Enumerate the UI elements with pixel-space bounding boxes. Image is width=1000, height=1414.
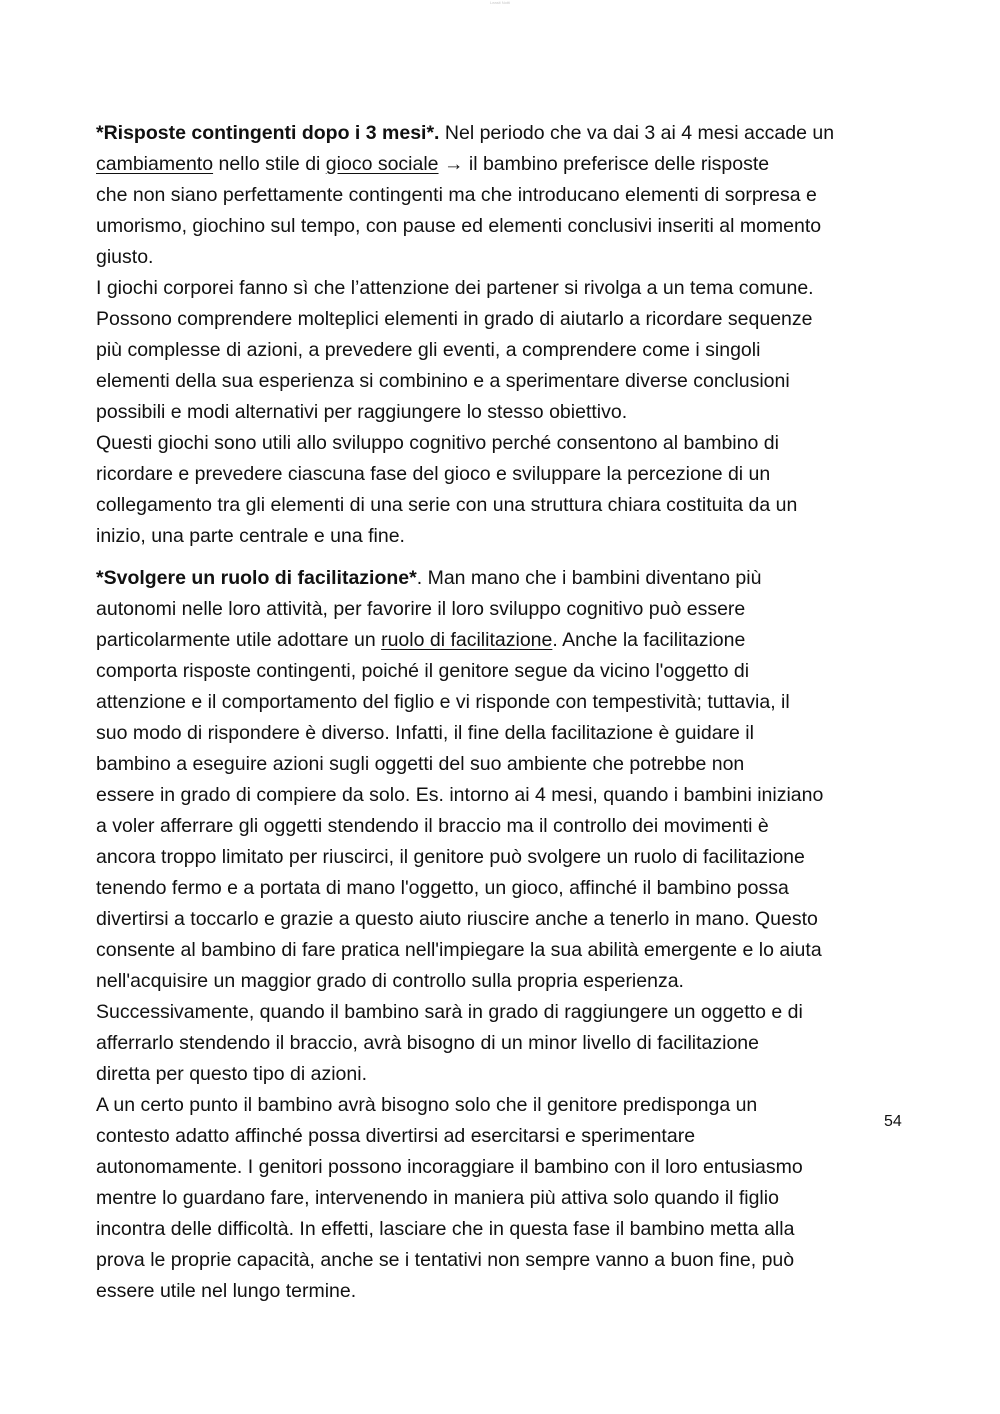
text-span: Nel periodo che va dai 3 ai 4 mesi accade un xyxy=(439,122,835,144)
text-line: incontra delle difficoltà. In effetti, lasciare che in questa fase il bambino metta alla xyxy=(96,1218,795,1240)
text-line: ricordare e prevedere ciascuna fase del gioco e sviluppare la percezione di un xyxy=(96,463,771,485)
text-line: a voler afferrare gli oggetti stendendo il braccio ma il controllo dei movimenti è xyxy=(96,815,769,837)
text-span: nello stile di xyxy=(213,153,326,175)
text-line: che non siano perfettamente contingenti ma che introducano elementi di sorpresa e xyxy=(96,184,817,206)
text-line: consente al bambino di fare pratica nell'impiegare la sua abilità emergente e lo aiuta xyxy=(96,939,822,961)
paragraph-spacer xyxy=(96,552,908,563)
text-line xyxy=(96,563,908,594)
text-line xyxy=(96,118,908,149)
text-line: giusto. xyxy=(96,246,154,268)
text-span: il bambino preferisce delle risposte xyxy=(468,153,770,175)
text-line xyxy=(96,625,908,656)
text-line: divertirsi a toccarlo e grazie a questo aiuto riuscire anche a tenerlo in mano. Questo xyxy=(96,908,818,930)
text-span: particolarmente utile adottare un xyxy=(96,629,382,651)
arrow-icon: → xyxy=(438,153,469,175)
text-line: A un certo punto il bambino avrà bisogno solo che il genitore predisponga un xyxy=(96,1094,758,1116)
text-line: contesto adatto affinché possa divertirsi ad esercitarsi e sperimentare xyxy=(96,1125,696,1147)
paragraph-ruolo-facilitazione xyxy=(96,563,908,1307)
text-line: ancora troppo limitato per riuscirci, il genitore può svolgere un ruolo di facilitazione xyxy=(96,846,805,868)
text-line: essere in grado di compiere da solo. Es. intorno ai 4 mesi, quando i bambini iniziano xyxy=(96,784,824,806)
text-line: suo modo di rispondere è diverso. Infatti, il fine della facilitazione è guidare il xyxy=(96,722,754,744)
text-line: I giochi corporei fanno sì che l’attenzione dei partener si rivolga a un tema comune. xyxy=(96,277,814,299)
underlined-term: ruolo di facilitazione xyxy=(381,629,553,651)
text-line: bambino a eseguire azioni sugli oggetti del suo ambiente che potrebbe non xyxy=(96,753,745,775)
watermark-text: Leasit Notti xyxy=(489,0,510,5)
text-line: essere utile nel lungo termine. xyxy=(96,1280,357,1302)
text-line: inizio, una parte centrale e una fine. xyxy=(96,525,405,547)
document-body xyxy=(96,118,908,1307)
text-span: . Anche la facilitazione xyxy=(552,629,746,651)
text-line: umorismo, giochino sul tempo, con pause ed elementi conclusivi inseriti al momento xyxy=(96,215,822,237)
text-line: autonomi nelle loro attività, per favorire il loro sviluppo cognitivo può essere xyxy=(96,598,746,620)
text-line: attenzione e il comportamento del figlio e vi risponde con tempestività; tuttavia, il xyxy=(96,691,790,713)
underlined-term: cambiamento xyxy=(96,153,214,175)
text-line: mentre lo guardano fare, intervenendo in maniera più attiva solo quando il figlio xyxy=(96,1187,779,1209)
text-line: prova le proprie capacità, anche se i tentativi non sempre vanno a buon fine, può xyxy=(96,1249,795,1271)
underlined-term: gioco sociale xyxy=(325,153,439,175)
text-line: tenendo fermo e a portata di mano l'oggetto, un gioco, affinché il bambino possa xyxy=(96,877,789,899)
text-line: Questi giochi sono utili allo sviluppo cognitivo perché consentono al bambino di xyxy=(96,432,779,454)
text-line: Successivamente, quando il bambino sarà in grado di raggiungere un oggetto e di xyxy=(96,1001,803,1023)
text-line: collegamento tra gli elementi di una serie con una struttura chiara costituita da un xyxy=(96,494,798,516)
section-heading: *Risposte contingenti dopo i 3 mesi*. xyxy=(96,122,440,144)
text-line: Possono comprendere molteplici elementi in grado di aiutarlo a ricordare sequenze xyxy=(96,308,813,330)
text-line: nell'acquisire un maggior grado di controllo sulla propria esperienza. xyxy=(96,970,684,992)
text-line: afferrarlo stendendo il braccio, avrà bisogno di un minor livello di facilitazione xyxy=(96,1032,759,1054)
text-line: autonomamente. I genitori possono incoraggiare il bambino con il loro entusiasmo xyxy=(96,1156,803,1178)
text-line: possibili e modi alternativi per raggiungere lo stesso obiettivo. xyxy=(96,401,628,423)
text-line: elementi della sua esperienza si combinino e a sperimentare diverse conclusioni xyxy=(96,370,790,392)
text-line: diretta per questo tipo di azioni. xyxy=(96,1063,368,1085)
text-line: più complesse di azioni, a prevedere gli eventi, a comprendere come i singoli xyxy=(96,339,761,361)
section-heading: *Svolgere un ruolo di facilitazione* xyxy=(96,567,417,589)
text-span: . Man mano che i bambini diventano più xyxy=(416,567,762,589)
text-line xyxy=(96,149,908,180)
page-number: 54 xyxy=(884,1113,902,1130)
paragraph-risposte-contingenti xyxy=(96,118,908,552)
text-line: comporta risposte contingenti, poiché il genitore segue da vicino l'oggetto di xyxy=(96,660,750,682)
